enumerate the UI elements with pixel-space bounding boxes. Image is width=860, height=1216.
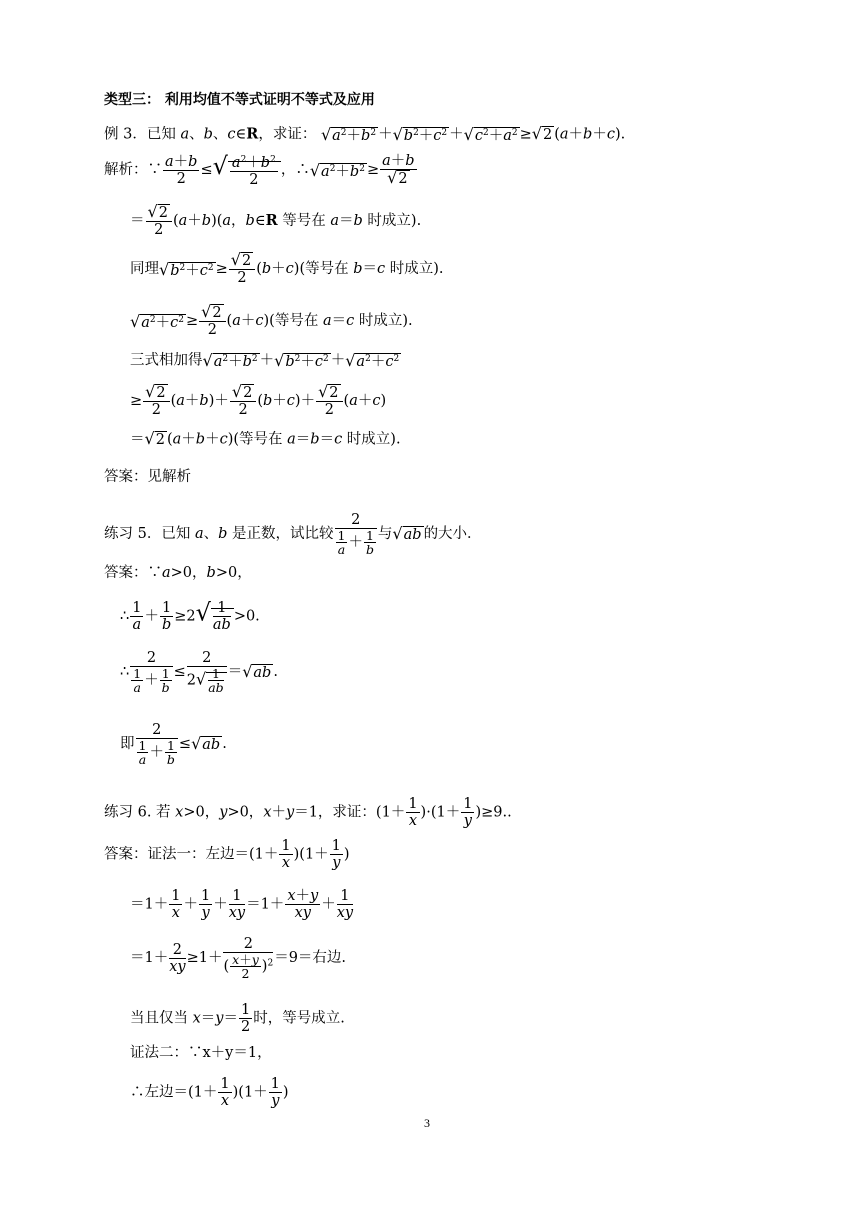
sqrt-expr-3: $√c^2+a^2$ bbox=[463, 125, 518, 144]
example-3: 例 3．已知 a、b、c∈R，求证： $√a^2+b^2 +√b^2+c^2 +√c^2+a^2 \ge√2$ (a＋b＋c). bbox=[104, 124, 626, 144]
practice-6: 练习 6. 若 x>0，y>0，x＋y＝1，求证：(1＋ $\frac{1}{x}$ )·(1＋ $\frac{1}{y}$ )≥9.. bbox=[104, 796, 512, 829]
answer-6-method2: 证法二：∵x＋y＝1， bbox=[130, 1045, 272, 1061]
answer-5-label: 答案：∵a>0，b>0， bbox=[104, 565, 252, 581]
answer-5-step1: ∴ $\frac{1}{a}$ ＋ $\frac{1}{b}$ ≥2√ $\frac{1}{ab}$ >0. bbox=[120, 598, 260, 633]
page-number: 3 bbox=[424, 1116, 430, 1130]
sqrt-expr-1: $√a^2+b^2$ bbox=[320, 125, 377, 144]
section-heading: 类型三： 利用均值不等式证明不等式及应用 bbox=[104, 92, 375, 108]
answer-6-line2: ＝1＋ $\frac{1}{x}$ ＋ $\frac{1}{y}$ ＋ $\frac{1}{xy}$ ＝1＋ $\frac{x+y}{xy}$ ＋ $\frac{1}{xy}$ bbox=[130, 888, 354, 921]
answer-6-line3: ＝1＋ $\frac{2}{xy}$ ≥1＋ 2 ( $\frac{x+y}{2}$ )$^2$ ＝9＝右边. bbox=[130, 936, 347, 981]
answer-6-last: ∴左边＝(1＋ $\frac{1}{x}$ )(1＋ $\frac{1}{y}$ ) bbox=[130, 1076, 289, 1109]
answer-5-step2: ∴ 2 $\frac{1}{a}$ ＋ $\frac{1}{b}$ ≤ 2 2√ $\frac{1}{ab}$ ＝√ab . bbox=[120, 650, 278, 695]
answer-5-step3: 即 2 $\frac{1}{a}$ ＋ $\frac{1}{b}$ ≤√ab . bbox=[120, 722, 227, 767]
analysis-label: 解析：∵ bbox=[104, 162, 162, 178]
step-ac: $√a^2+c^2$ ≥ $\frac{√2}{2}$ (a＋c)(等号在 a＝c 时成立). bbox=[130, 302, 413, 338]
step-tongli: 同理$√b^2+c^2$ ≥ $\frac{√2}{2}$ (b＋c)(等号在 b＝c 时成立). bbox=[130, 250, 444, 286]
answer-6-line1: 答案：证法一：左边＝(1＋ $\frac{1}{x}$ )(1＋ $\frac{1}{y}$ ) bbox=[104, 838, 350, 871]
step-sum: 三式相加得$√a^2+b^2 +√b^2+c^2 +√a^2+c^2$ bbox=[130, 351, 400, 370]
sqrt-expr-2: $√b^2+c^2$ bbox=[392, 125, 448, 144]
step-ge: ≥ $\frac{√2}{2}$ (a＋b)＋ $\frac{√2}{2}$ (b＋c)＋ $\frac{√2}{2}$ (a＋c) bbox=[130, 382, 387, 418]
sum-prefix: 三式相加得 bbox=[130, 352, 203, 369]
therefore-text: ，∴ bbox=[280, 162, 310, 178]
step-final: ＝√2 (a＋b＋c)(等号在 a＝b＝c 时成立). bbox=[130, 429, 401, 448]
example-3-prefix: 例 3．已知 bbox=[104, 126, 181, 143]
tongli-prefix: 同理 bbox=[130, 261, 159, 277]
answer-6-line4: 当且仅当 x＝y＝ $\frac{1}{2}$ 时，等号成立. bbox=[130, 1002, 345, 1035]
step-eq1: ＝ $\frac{√2}{2}$ (a＋b)(a，b∈R 等号在 a＝b 时成立). bbox=[130, 202, 422, 238]
analysis-line: 解析：∵ $\frac{a+b}{2}$ ≤√ $\frac{a^2+b^2}{2}$ ，$\therefore√a^2+b^2$ ≥ $\frac{a+b}{√2}$ bbox=[104, 152, 415, 188]
answer-1: 答案：见解析 bbox=[104, 469, 191, 485]
practice-5: 练习 5．已知 a、b 是正数，试比较 2 $\frac{1}{a}$ ＋ $\frac{1}{b}$ 与√ab 的大小． bbox=[104, 512, 482, 557]
